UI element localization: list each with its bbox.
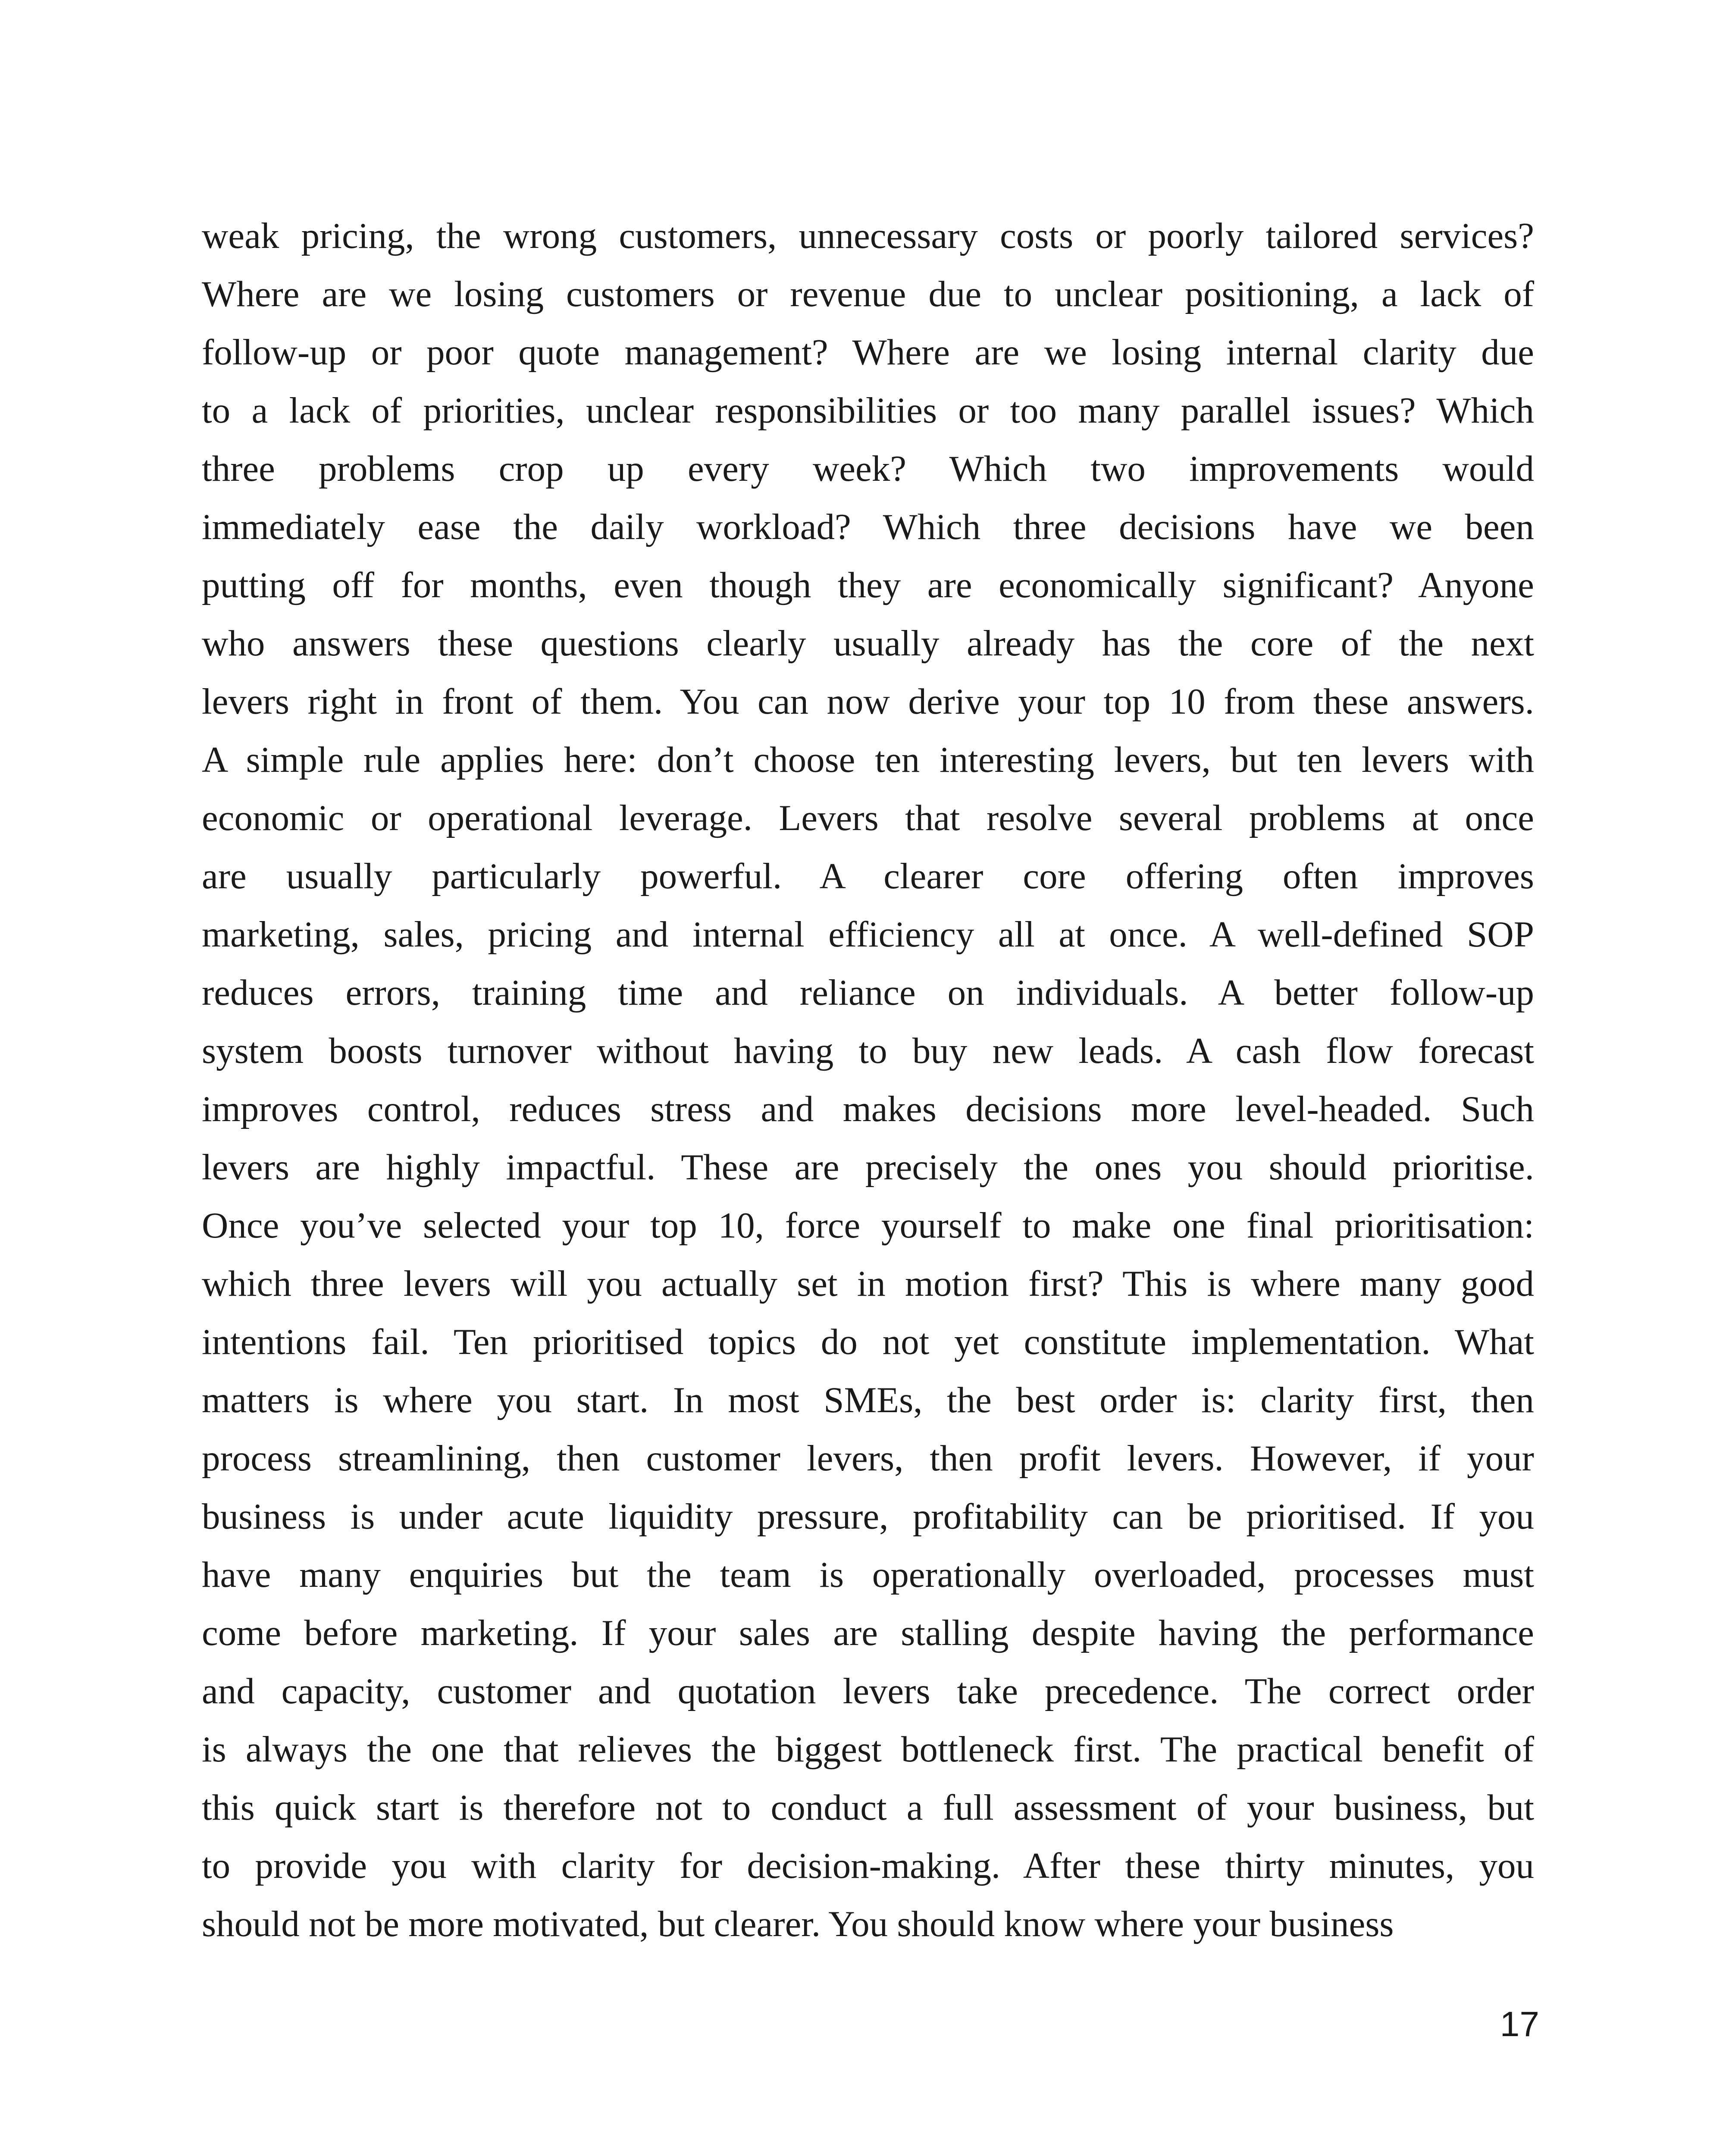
text-line: marketing, sales, pricing and internal efficiency all at once. A well-defined SOP: [202, 914, 1534, 955]
text-line: levers are highly impactful. These are precisely the ones you should prioritise.: [202, 1147, 1534, 1188]
text-line: intentions fail. Ten prioritised topics do not yet constitute implementation. What: [202, 1322, 1534, 1362]
text-line: follow-up or poor quote management? Where are we losing internal clarity due: [202, 332, 1534, 373]
text-line: levers right in front of them. You can now derive your top 10 from these answers.: [202, 681, 1534, 722]
text-line: putting off for months, even though they are economically significant? Anyone: [202, 565, 1534, 605]
text-line: which three levers will you actually set in motion first? This is where many good: [202, 1263, 1534, 1304]
text-line: weak pricing, the wrong customers, unnecessary costs or poorly tailored services?: [202, 216, 1534, 256]
text-line: have many enquiries but the team is operationally overloaded, processes must: [202, 1554, 1534, 1595]
text-line: improves control, reduces stress and makes decisions more level-headed. Such: [202, 1089, 1534, 1129]
text-line: three problems crop up every week? Which two improvements would: [202, 448, 1534, 489]
page-number: 17: [1500, 2005, 1539, 2044]
text-line: this quick start is therefore not to conduct a full assessment of your business, but: [202, 1787, 1534, 1828]
text-line: system boosts turnover without having to buy new leads. A cash flow forecast: [202, 1031, 1534, 1071]
text-line: business is under acute liquidity pressure, profitability can be prioritised. If you: [202, 1496, 1534, 1537]
text-line: immediately ease the daily workload? Which three decisions have we been: [202, 507, 1534, 547]
text-line: process streamlining, then customer levers, then profit levers. However, if your: [202, 1438, 1534, 1479]
text-line: reduces errors, training time and reliance on individuals. A better follow-up: [202, 972, 1534, 1013]
text-line: and capacity, customer and quotation levers take precedence. The correct order: [202, 1671, 1534, 1711]
text-line: should not be more motivated, but clearer. You should know where your business: [202, 1904, 1394, 1944]
text-line: to provide you with clarity for decision-making. After these thirty minutes, you: [202, 1846, 1534, 1886]
text-line: come before marketing. If your sales are stalling despite having the performance: [202, 1613, 1534, 1653]
text-line: are usually particularly powerful. A clearer core offering often improves: [202, 856, 1534, 896]
text-line: Where are we losing customers or revenue due to unclear positioning, a lack of: [202, 274, 1534, 314]
body-paragraph: [202, 207, 1534, 1953]
text-line: economic or operational leverage. Levers that resolve several problems at once: [202, 798, 1534, 838]
text-line: who answers these questions clearly usually already has the core of the next: [202, 623, 1534, 664]
text-line: to a lack of priorities, unclear responsibilities or too many parallel issues? Which: [202, 390, 1534, 431]
text-line: is always the one that relieves the biggest bottleneck first. The practical benefit of: [202, 1729, 1534, 1770]
text-line: A simple rule applies here: don’t choose ten interesting levers, but ten levers with: [202, 740, 1534, 780]
text-line: matters is where you start. In most SMEs, the best order is: clarity first, then: [202, 1380, 1534, 1420]
text-line: Once you’ve selected your top 10, force yourself to make one final prioritisation:: [202, 1205, 1534, 1246]
